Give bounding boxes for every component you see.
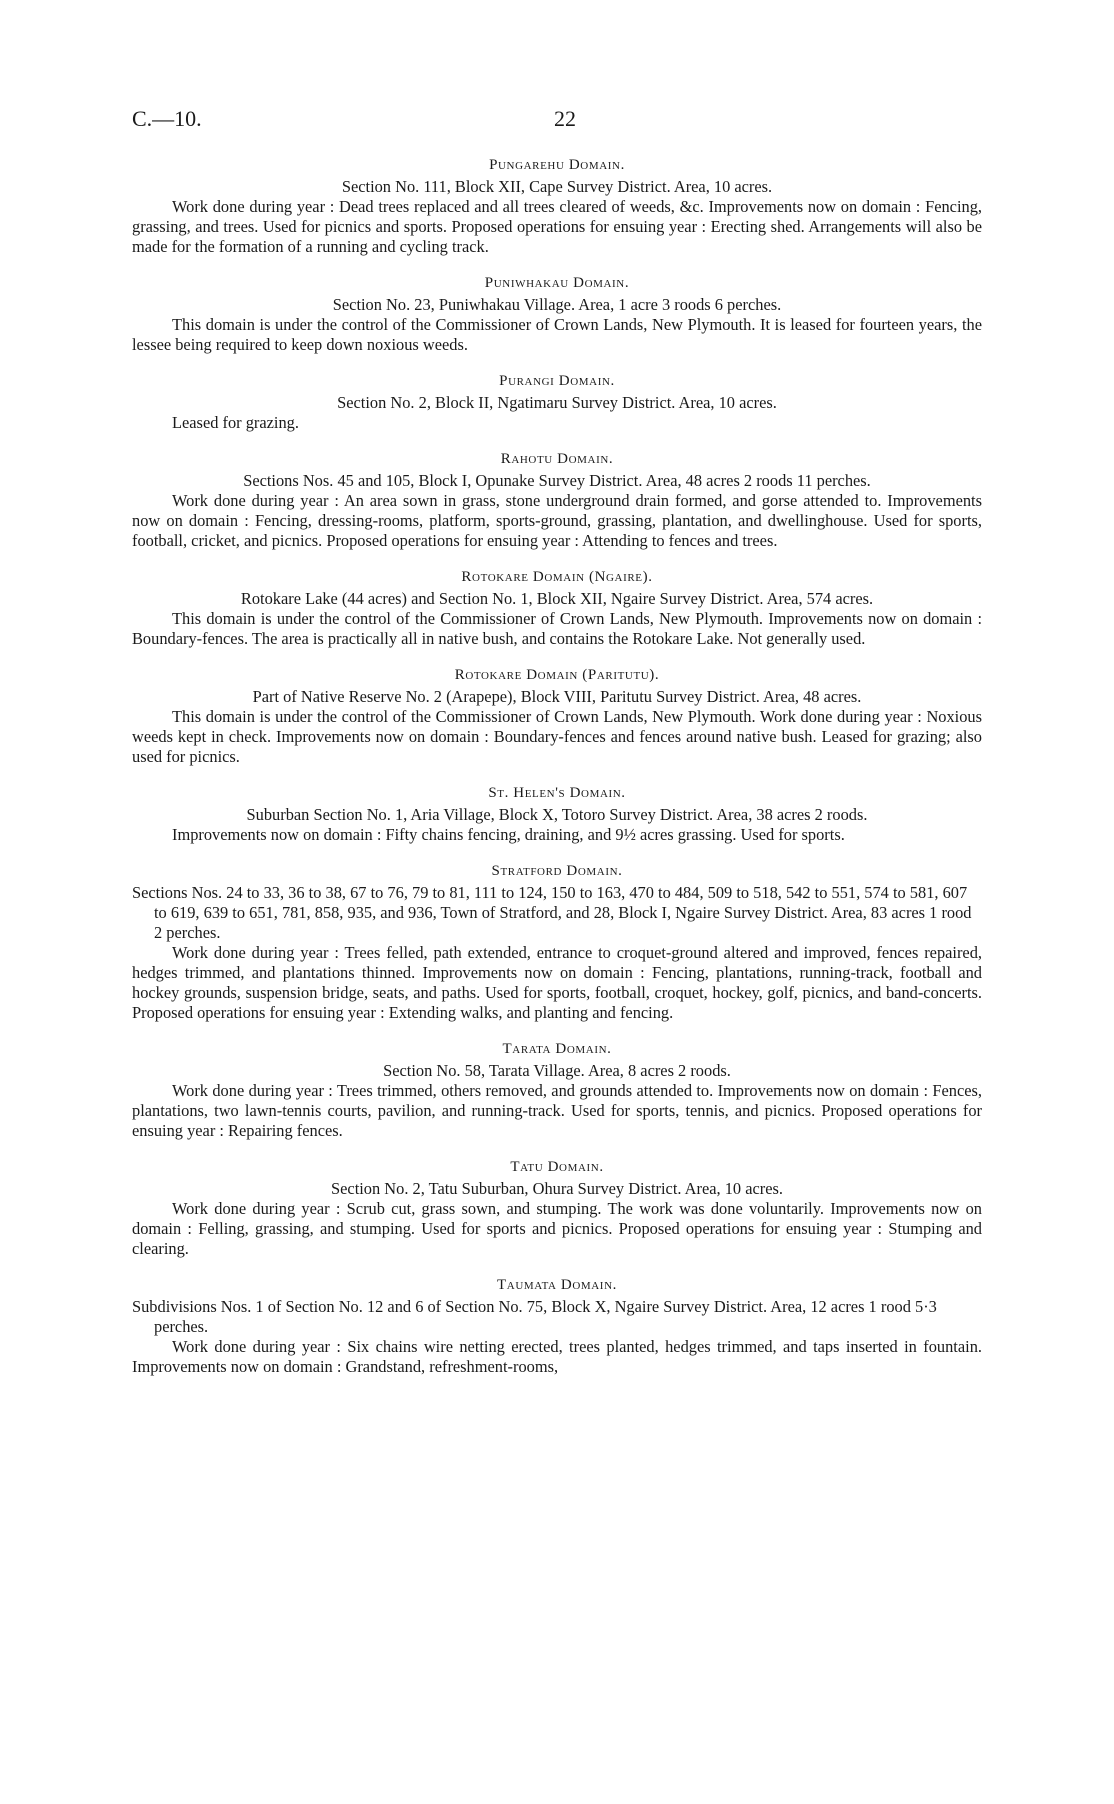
domain-title: Rotokare Domain (Paritutu).	[454, 667, 660, 683]
domain-section	[132, 1275, 982, 1377]
domain-paragraph: Work done during year : Scrub cut, grass sown, and stumping. The work was done voluntarily. Improvements now on domain : Felling, grassing, and stumping. Used for sports and picnics. Proposed operations for ensuing year : Stumping and clearing.	[132, 1199, 982, 1258]
page-header	[132, 106, 982, 136]
domain-section	[132, 371, 982, 433]
domain-title: Pungarehu Domain.	[489, 157, 625, 173]
domain-title: Rahotu Domain.	[500, 451, 614, 467]
domain-title: Tarata Domain.	[502, 1041, 612, 1057]
domain-section	[132, 155, 982, 257]
domain-section	[132, 1157, 982, 1259]
domain-title: Rotokare Domain (Ngaire).	[461, 569, 653, 585]
legal-description: Section No. 2, Block II, Ngatimaru Survey District. Area, 10 acres.	[337, 393, 777, 412]
page-number: 22	[554, 106, 576, 131]
domain-paragraph: This domain is under the control of the Commissioner of Crown Lands, New Plymouth. Work done during year : Noxious weeds kept in check. Improvements now on domain : Boundary-fences and fences around native bush. Leased for grazing; also used for picnics.	[132, 707, 982, 766]
domain-paragraph: Work done during year : Trees trimmed, others removed, and grounds attended to. Improvements now on domain : Fences, plantations, two lawn-tennis courts, pavilion, and running-track. Used for sports, tennis, and picnics. Proposed operations for ensuing year : Repairing fences.	[132, 1081, 982, 1140]
legal-description: Rotokare Lake (44 acres) and Section No. 1, Block XII, Ngaire Survey District. Area, 574 acres.	[240, 589, 874, 608]
domain-paragraph: Work done during year : Trees felled, path extended, entrance to croquet-ground altered and improved, fences repaired, hedges trimmed, and plantations thinned. Improvements now on domain : Fencing, plantations, running-track, football and hockey grounds, suspension bridge, seats, and paths. Used for sports, football, croquet, hockey, golf, picnics, and band-concerts. Proposed operations for ensuing year : Extending walks, and planting and fencing.	[132, 943, 982, 1022]
domain-section	[132, 567, 982, 649]
document-body	[132, 155, 982, 1377]
domain-paragraph: This domain is under the control of the Commissioner of Crown Lands, New Plymouth. It is leased for fourteen years, the lessee being required to keep down noxious weeds.	[132, 315, 982, 354]
legal-description: Suburban Section No. 1, Aria Village, Block X, Totoro Survey District. Area, 38 acres 2 roods.	[246, 805, 868, 824]
domain-title: Puniwhakau Domain.	[484, 275, 630, 291]
domain-paragraph: Work done during year : An area sown in grass, stone underground drain formed, and gorse attended to. Improvements now on domain : Fencing, dressing-rooms, platform, sports-ground, grassing, plantation, and dwellinghouse. Used for sports, football, cricket, and picnics. Proposed operations for ensuing year : Attending to fences and trees.	[132, 491, 982, 550]
legal-description: Sections Nos. 45 and 105, Block I, Opunake Survey District. Area, 48 acres 2 roods 11 perches.	[243, 471, 871, 490]
domain-paragraph: Work done during year : Dead trees replaced and all trees cleared of weeds, &c. Improvements now on domain : Fencing, grassing, and trees. Used for picnics and sports. Proposed operations for ensuing year : Erecting shed. Arrangements will also be made for the formation of a running and cycling track.	[132, 197, 982, 256]
domain-section	[132, 665, 982, 767]
domain-paragraph: Work done during year : Six chains wire netting erected, trees planted, hedges trimmed, and taps inserted in fountain. Improvements now on domain : Grandstand, refreshment-rooms,	[132, 1337, 982, 1376]
domain-section	[132, 449, 982, 551]
legal-description: Subdivisions Nos. 1 of Section No. 12 and 6 of Section No. 75, Block X, Ngaire Survey District. Area, 12 acres 1 rood 5·3 perches.	[132, 1297, 937, 1336]
report-reference: C.—10.	[132, 106, 202, 131]
domain-title: Tatu Domain.	[510, 1159, 604, 1175]
domain-title: Purangi Domain.	[499, 373, 615, 389]
legal-description: Sections Nos. 24 to 33, 36 to 38, 67 to 76, 79 to 81, 111 to 124, 150 to 163, 470 to 484, 509 to 518, 542 to 551, 574 to 581, 607 to 619, 639 to 651, 781, 858, 935, and 936, Town of Stratford, and 28, Block I, Ngaire Survey District. Area, 83 acres 1 rood 2 perches.	[132, 883, 972, 942]
legal-description: Part of Native Reserve No. 2 (Arapepe), Block VIII, Paritutu Survey District. Area, 48 acres.	[252, 687, 862, 706]
domain-title: St. Helen's Domain.	[488, 785, 626, 801]
domain-section	[132, 273, 982, 355]
domain-section	[132, 861, 982, 1023]
legal-description: Section No. 23, Puniwhakau Village. Area, 1 acre 3 roods 6 perches.	[332, 295, 782, 314]
domain-paragraph: Leased for grazing.	[172, 413, 299, 432]
domain-paragraph: Improvements now on domain : Fifty chains fencing, draining, and 9½ acres grassing. Used for sports.	[172, 825, 845, 844]
legal-description: Section No. 111, Block XII, Cape Survey District. Area, 10 acres.	[341, 177, 773, 196]
domain-section	[132, 783, 982, 845]
domain-title: Stratford Domain.	[491, 863, 623, 879]
domain-section	[132, 1039, 982, 1141]
domain-paragraph: This domain is under the control of the Commissioner of Crown Lands, New Plymouth. Improvements now on domain : Boundary-fences. The area is practically all in native bush, and contains the Rotokare Lake. Not generally used.	[132, 609, 982, 648]
legal-description: Section No. 2, Tatu Suburban, Ohura Survey District. Area, 10 acres.	[331, 1179, 783, 1198]
domain-title: Taumata Domain.	[497, 1277, 617, 1293]
legal-description: Section No. 58, Tarata Village. Area, 8 acres 2 roods.	[383, 1061, 731, 1080]
